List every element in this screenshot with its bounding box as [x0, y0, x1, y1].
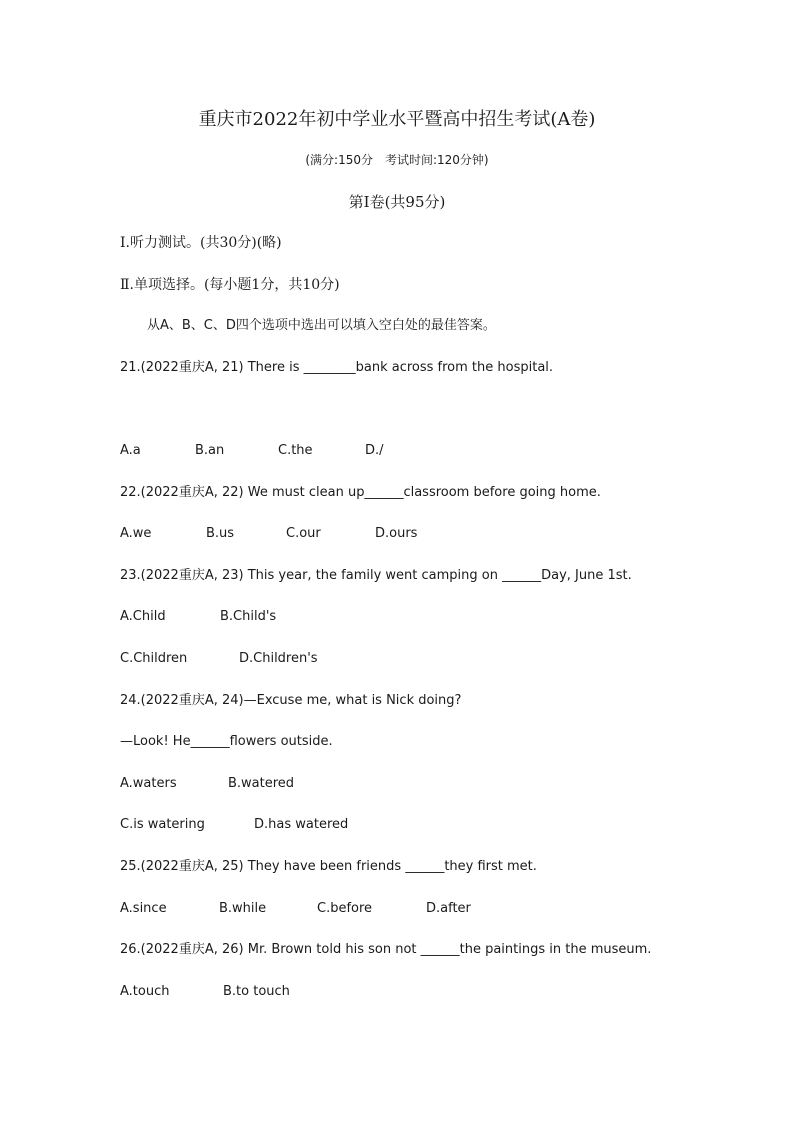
option-d: D./: [365, 443, 384, 458]
option-d: D.after: [426, 901, 471, 916]
section-single-choice: Ⅱ.单项选择。(每小题1分，共10分): [120, 277, 340, 293]
exam-title: 重庆市2022年初中学业水平暨高中招生考试(A卷): [198, 109, 596, 130]
option-c: C.the: [278, 443, 313, 458]
section-listening: Ⅰ.听力测试。(共30分)(略): [120, 235, 282, 251]
question-24: 24.(2022重庆A, 24)—Excuse me, what is Nick doing?: [120, 693, 462, 708]
option-b: B.to touch: [223, 984, 290, 999]
option-c: C.is watering: [120, 817, 205, 832]
option-b: B.while: [219, 901, 267, 916]
option-b: B.an: [195, 443, 225, 458]
option-a: A.a: [120, 443, 141, 458]
option-c: C.our: [286, 526, 321, 541]
option-a: A.touch: [120, 984, 170, 999]
exam-subtitle: (满分:150分 考试时间:120分钟): [305, 153, 489, 167]
option-d: D.ours: [375, 526, 418, 541]
question-23: 23.(2022重庆A, 23) This year, the family went camping on ______Day, June 1st.: [120, 568, 632, 583]
option-c: C.Children: [120, 651, 188, 666]
option-a: A.since: [120, 901, 167, 916]
option-a: A.waters: [120, 776, 177, 791]
instruction: 从A、B、C、D四个选项中选出可以填入空白处的最佳答案。: [147, 318, 496, 333]
option-a: A.Child: [120, 609, 166, 624]
option-b: B.watered: [228, 776, 295, 791]
option-b: B.us: [206, 526, 235, 541]
option-b: B.Child's: [220, 609, 277, 624]
part-title: 第Ⅰ卷(共95分): [348, 193, 446, 211]
question-24-line2: —Look! He______flowers outside.: [120, 734, 333, 749]
option-a: A.we: [120, 526, 152, 541]
option-c: C.before: [317, 901, 373, 916]
question-26: 26.(2022重庆A, 26) Mr. Brown told his son not ______the paintings in the museum.: [120, 942, 652, 957]
question-21: 21.(2022重庆A, 21) There is ________bank across from the hospital.: [120, 360, 554, 375]
question-22: 22.(2022重庆A, 22) We must clean up______classroom before going home.: [120, 485, 601, 500]
option-d: D.has watered: [254, 817, 349, 832]
option-d: D.Children's: [239, 651, 318, 666]
question-25: 25.(2022重庆A, 25) They have been friends ______they first met.: [120, 859, 537, 874]
